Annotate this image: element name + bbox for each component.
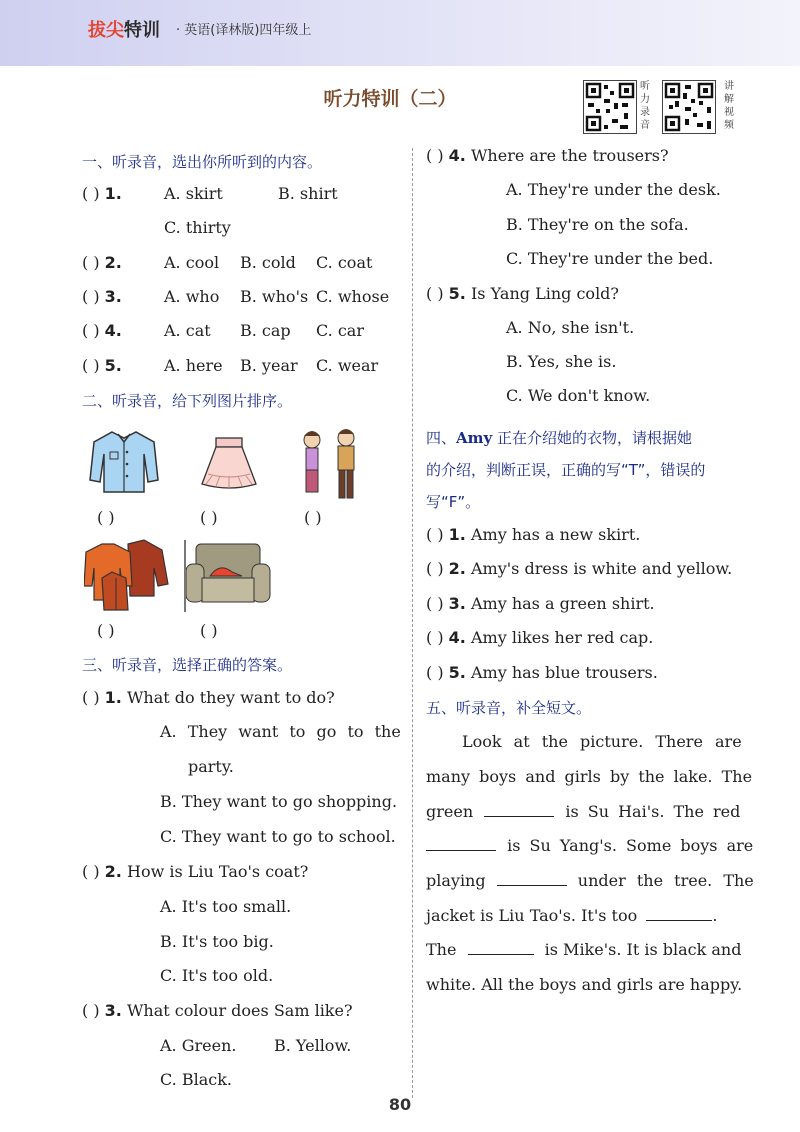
answer-blank[interactable]: ( ) [82,356,100,375]
fill-blank-3[interactable] [497,885,567,886]
part1-heading: 一、听录音，选出你所听到的内容。 [82,153,323,171]
p3-q3-option-b: B. Yellow. [274,1036,352,1055]
book-subtitle: · 英语(译林版)四年级上 [176,23,312,38]
answer-blank[interactable]: ( ) [82,862,100,881]
sofa-cap-picture [184,540,272,616]
part3-heading: 三、听录音，选择正确的答案。 [82,656,293,674]
fill-blank-1[interactable] [484,816,554,817]
p3-q3-option-c: C. Black. [160,1070,232,1089]
fill-blank-2[interactable] [426,850,496,851]
answer-blank[interactable]: ( ) [82,184,100,203]
children-picture [296,426,366,506]
part5-heading: 五、听录音，补全短文。 [426,699,592,717]
qr-code-listening[interactable] [583,80,637,134]
p3-q2-option-a: A. It's too small. [160,897,292,916]
p3-q4: ( ) 4. Where are the trousers? [426,146,669,165]
p3-q3-option-a: A. Green. [160,1036,237,1055]
order-blank-1[interactable]: ( ) [97,508,115,527]
answer-blank[interactable]: ( ) [426,594,444,613]
part2-heading: 二、听录音，给下列图片排序。 [82,392,293,410]
p5-line-6: jacket is Liu Tao's. It's too . [426,906,718,925]
p5-line-8: white. All the boys and girls are happy. [426,975,743,994]
p3-q5: ( ) 5. Is Yang Ling cold? [426,284,619,303]
qr-label-listening: 听力录音 [640,81,650,131]
answer-blank[interactable]: ( ) [426,525,444,544]
section-title: 听力特训（二） [323,88,457,110]
p5-line-1: Look at the picture. There are [462,732,742,751]
p3-q1-option-a: A. They want to go to the [160,722,401,741]
p3-q2: ( ) 2. How is Liu Tao's coat? [82,862,309,881]
p1-q4: ( ) 4. A. cat B. cap C. car [82,321,364,340]
p3-q2-option-c: C. It's too old. [160,966,274,985]
answer-blank[interactable]: ( ) [82,1001,100,1020]
order-blank-4[interactable]: ( ) [97,621,115,640]
answer-blank[interactable]: ( ) [426,284,444,303]
p4-item-5: ( ) 5. Amy has blue trousers. [426,663,658,682]
p3-q3: ( ) 3. What colour does Sam like? [82,1001,353,1020]
fill-blank-5[interactable] [468,954,534,955]
answer-blank[interactable]: ( ) [82,287,100,306]
p3-q1-option-a-cont: party. [188,757,234,776]
p3-q4-option-c: C. They're under the bed. [506,249,714,268]
p3-q1: ( ) 1. What do they want to do? [82,688,335,707]
coats-picture [84,538,170,618]
order-blank-2[interactable]: ( ) [200,508,218,527]
p1-q1: ( ) 1. A. skirt B. shirt [82,184,338,203]
p5-line-2: many boys and girls by the lake. The [426,767,753,786]
p3-q5-option-c: C. We don't know. [506,386,651,405]
p3-q5-option-a: A. No, she isn't. [506,318,635,337]
p5-line-5: playing under the tree. The [426,871,754,890]
p4-item-2: ( ) 2. Amy's dress is white and yellow. [426,559,733,578]
p1-q1-option-c: C. thirty [164,218,231,237]
p4-item-1: ( ) 1. Amy has a new skirt. [426,525,641,544]
p1-q5: ( ) 5. A. here B. year C. wear [82,356,379,375]
p5-line-3: green is Su Hai's. The red [426,802,741,821]
shirt-picture [88,428,160,500]
p4-item-3: ( ) 3. Amy has a green shirt. [426,594,655,613]
answer-blank[interactable]: ( ) [426,628,444,647]
p5-line-7: The is Mike's. It is black and [426,940,742,959]
p3-q4-option-a: A. They're under the desk. [506,180,721,199]
answer-blank[interactable]: ( ) [82,688,100,707]
page-number: 80 [388,1095,412,1114]
answer-blank[interactable]: ( ) [82,253,100,272]
qr-code-video[interactable] [662,80,716,134]
p3-q4-option-b: B. They're on the sofa. [506,215,689,234]
order-blank-5[interactable]: ( ) [200,621,218,640]
part4-heading: 四、Amy 正在介绍她的衣物，请根据她 的介绍，判断正误，正确的写“T”，错误的 写“F”。 [426,429,706,511]
answer-blank[interactable]: ( ) [426,559,444,578]
qr-label-video: 讲解视频 [724,81,734,131]
column-divider [412,148,413,1098]
p3-q2-option-b: B. It's too big. [160,932,274,951]
answer-blank[interactable]: ( ) [426,146,444,165]
p3-q1-option-c: C. They want to go to school. [160,827,396,846]
answer-blank[interactable]: ( ) [426,663,444,682]
header-band [0,0,800,66]
order-blank-3[interactable]: ( ) [304,508,322,527]
answer-blank[interactable]: ( ) [82,321,100,340]
p1-q3: ( ) 3. A. who B. who's C. whose [82,287,390,306]
skirt-picture [198,436,260,494]
p1-q2: ( ) 2. A. cool B. cold C. coat [82,253,373,272]
brand-logo: 拔尖特训 [88,20,160,41]
p3-q1-option-b: B. They want to go shopping. [160,792,398,811]
p5-line-4: is Su Yang's. Some boys are [426,836,753,855]
p3-q5-option-b: B. Yes, she is. [506,352,617,371]
fill-blank-4[interactable] [646,920,712,921]
p4-item-4: ( ) 4. Amy likes her red cap. [426,628,654,647]
